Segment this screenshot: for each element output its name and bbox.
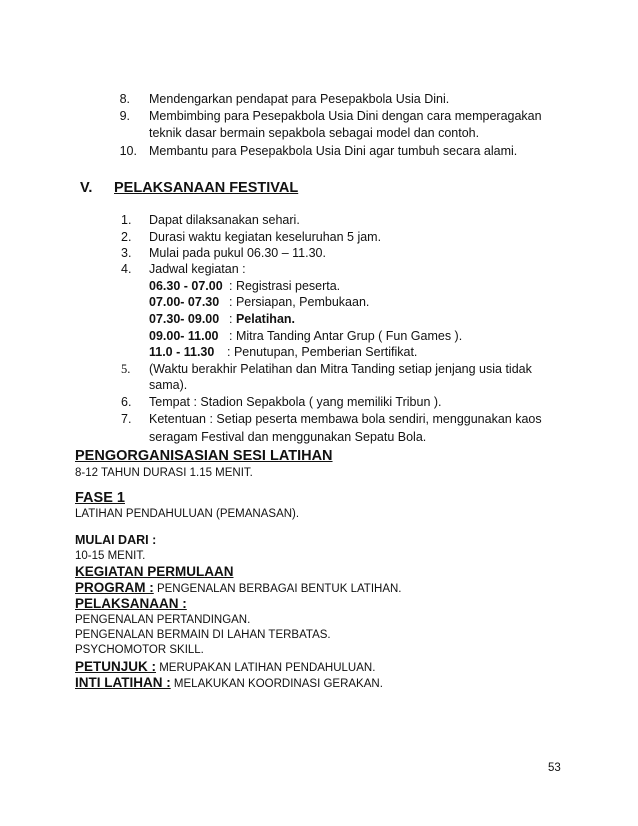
section-numeral: V. xyxy=(80,180,93,196)
list-item-text: Durasi waktu kegiatan keseluruhan 5 jam. xyxy=(149,230,382,244)
mulai-label: MULAI DARI : xyxy=(75,533,157,547)
list-item-text: Dapat dilaksanakan sehari. xyxy=(149,213,300,227)
list-item-text: seragam Festival dan menggunakan Sepatu Bola. xyxy=(149,430,427,444)
list-number: 6. xyxy=(121,395,132,409)
schedule-desc: : Mitra Tanding Antar Grup ( Fun Games ). xyxy=(229,329,463,343)
petunjuk-value: MERUPAKAN LATIHAN PENDAHULUAN. xyxy=(156,662,376,674)
schedule-desc-bold: : Pelatihan. xyxy=(229,312,295,326)
inti-label: INTI LATIHAN : xyxy=(75,675,171,690)
list-item-text: (Waktu berakhir Pelatihan dan Mitra Tanding setiap jenjang usia tidak xyxy=(149,362,532,376)
list-item-text: Jadwal kegiatan : xyxy=(149,262,246,276)
list-item-text: Mendengarkan pendapat para Pesepakbola Usia Dini. xyxy=(149,92,450,106)
list-number: 2. xyxy=(121,230,132,244)
pelaksanaan-item: PENGENALAN PERTANDINGAN. xyxy=(75,614,251,626)
list-item-text: teknik dasar bermain sepakbola sebagai model dan contoh. xyxy=(149,126,480,140)
schedule-desc: : Persiapan, Pembukaan. xyxy=(229,295,370,309)
inti-line xyxy=(75,675,383,690)
list-number: 3. xyxy=(121,246,132,260)
list-item-text: sama). xyxy=(149,378,188,392)
org-subtitle: 8-12 TAHUN DURASI 1.15 MENIT. xyxy=(75,467,253,479)
mulai-value: 10-15 MENIT. xyxy=(75,550,146,562)
list-number: 7. xyxy=(121,412,132,426)
list-number: 5. xyxy=(121,362,131,376)
schedule-time: 06.30 - 07.00 xyxy=(149,279,223,293)
kegiatan-heading: KEGIATAN PERMULAAN xyxy=(75,564,234,579)
list-number: 9. xyxy=(119,109,130,123)
list-number: 10. xyxy=(119,144,137,158)
program-value: PENGENALAN BERBAGAI BENTUK LATIHAN. xyxy=(153,583,402,595)
list-number: 1. xyxy=(121,213,132,227)
schedule-time: 07.00- 07.30 xyxy=(149,295,220,309)
inti-value: MELAKUKAN KOORDINASI GERAKAN. xyxy=(170,678,383,690)
petunjuk-label: PETUNJUK : xyxy=(75,659,157,674)
list-item-text: Mulai pada pukul 06.30 – 11.30. xyxy=(149,246,326,260)
schedule-time: 09.00- 11.00 xyxy=(149,329,219,343)
pelaksanaan-item: PSYCHOMOTOR SKILL. xyxy=(75,644,204,656)
pelaksanaan-item: PENGENALAN BERMAIN DI LAHAN TERBATAS. xyxy=(75,629,331,641)
org-title: PENGORGANISASIAN SESI LATIHAN xyxy=(75,448,333,464)
schedule-time: 07.30- 09.00 xyxy=(149,312,220,326)
fase-title: FASE 1 xyxy=(75,490,125,506)
schedule-time: 11.0 - 11.30 xyxy=(149,345,215,359)
section-title: PELAKSANAAN FESTIVAL xyxy=(114,180,299,196)
list-item-text: Membimbing para Pesepakbola Usia Dini dengan cara memperagakan xyxy=(149,109,542,123)
program-label: PROGRAM : xyxy=(75,580,154,595)
schedule-desc: : Penutupan, Pemberian Sertifikat. xyxy=(227,345,418,359)
list-item-text: Tempat : Stadion Sepakbola ( yang memiliki Tribun ). xyxy=(149,395,442,409)
list-number: 8. xyxy=(119,92,130,106)
list-number: 4. xyxy=(121,262,132,276)
schedule-desc: : Registrasi peserta. xyxy=(229,279,341,293)
pelaksanaan-label: PELAKSANAAN : xyxy=(75,596,187,611)
list-item-text: Membantu para Pesepakbola Usia Dini agar tumbuh secara alami. xyxy=(149,144,518,158)
petunjuk-line xyxy=(75,659,375,674)
page-number: 53 xyxy=(548,762,561,774)
fase-subtitle: LATIHAN PENDAHULUAN (PEMANASAN). xyxy=(75,508,300,520)
list-item-text: Ketentuan : Setiap peserta membawa bola sendiri, menggunakan kaos xyxy=(149,412,542,426)
program-line xyxy=(75,580,402,595)
